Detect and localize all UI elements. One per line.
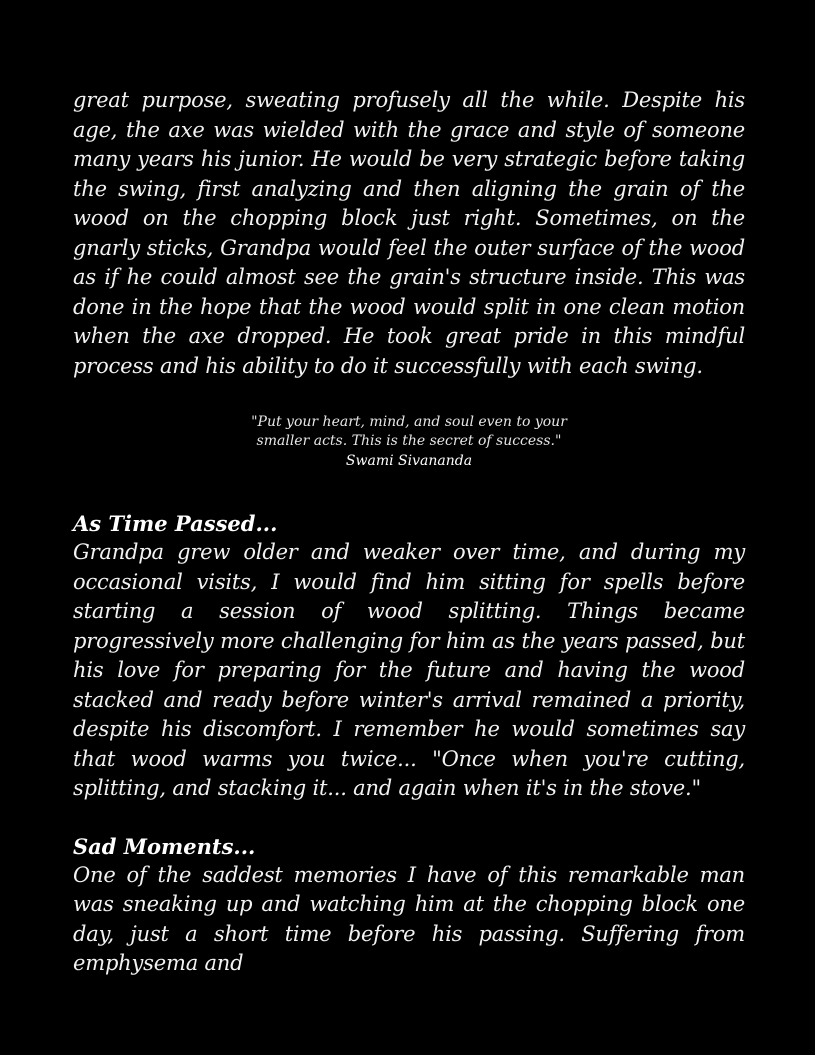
document-page	[73, 86, 745, 979]
section-heading-sad-moments: Sad Moments...	[73, 833, 256, 859]
quote-text: "Put your heart, mind, and soul even to your smaller acts. This is the secret of success."	[251, 414, 567, 449]
quote-author: Swami Sivananda	[345, 453, 473, 469]
section-heading-time-passed: As Time Passed...	[73, 511, 278, 536]
quote-block	[244, 413, 574, 471]
section-body-time-passed: Grandpa grew older and weaker over time, and during my occasional visits, I would find him sitting for spells before starting a session of wood splitting. Things became progressively more challenging for him as the years passed, but his love for preparing for the future and having the wood stacked and ready before winter's arrival remained a priority, despite his discomfort. I remember he would sometimes say that wood warms you twice... "Once when you're cutting, splitting, and stacking it... and again when it's in the stove."	[73, 540, 745, 800]
intro-paragraph: great purpose, sweating profusely all the while. Despite his age, the axe was wielded with the grace and style of someone many years his junior. He would be very strategic before taking the swing, first analyzing and then aligning the grain of the wood on the chopping block just right. Sometimes, on the gnarly sticks, Grandpa would feel the outer surface of the wood as if he could almost see the grain's structure inside. This was done in the hope that the wood would split in one clean motion when the axe dropped. He took great pride in this mindful process and his ability to do it successfully with each swing.	[73, 88, 745, 378]
section-body-sad-moments: One of the saddest memories I have of this remarkable man was sneaking up and watching him at the chopping block one day, just a short time before his passing. Suffering from emphysema and	[73, 862, 745, 975]
